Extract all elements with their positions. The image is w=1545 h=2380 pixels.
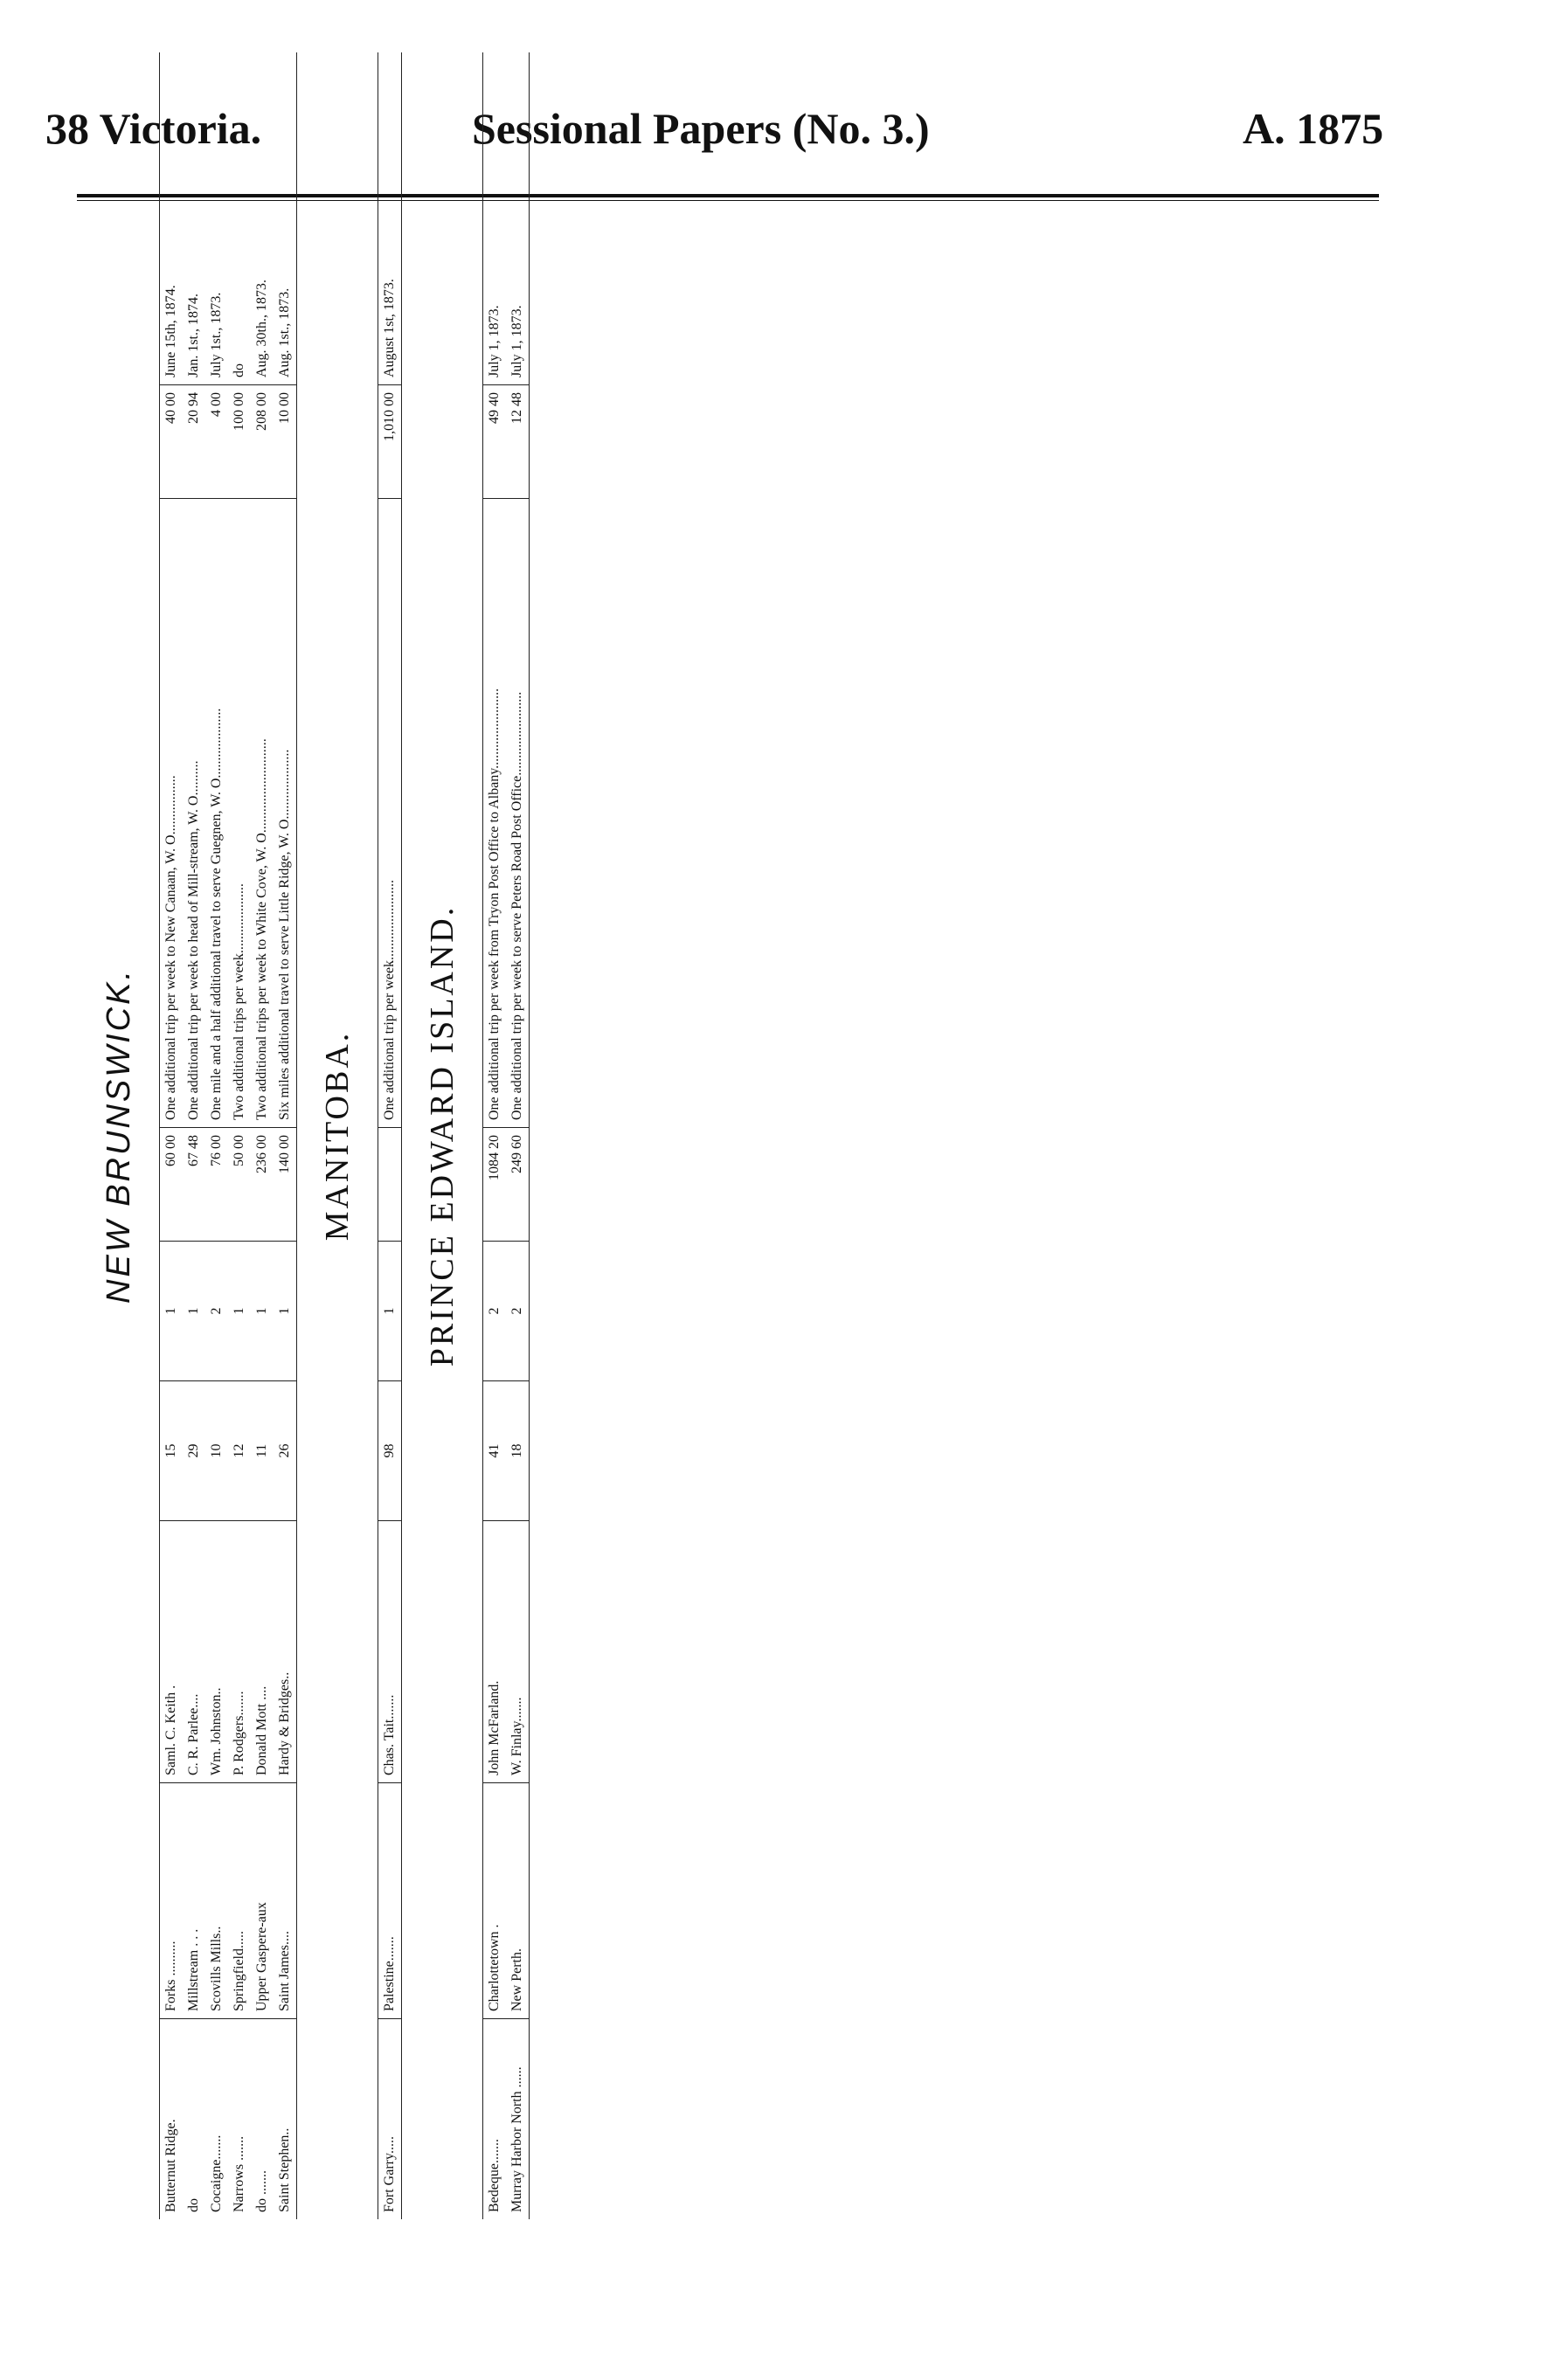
table-row: [183, 52, 205, 2219]
amount-cell: 4 00: [205, 384, 228, 498]
trips-cell: 2: [205, 1241, 228, 1380]
office-cell: Murray Harbor North ......: [506, 2018, 529, 2219]
table-row: [228, 52, 251, 2219]
route-cell: Saint James....: [274, 1782, 296, 2018]
amount-cell: 40 00: [160, 384, 183, 498]
table-row: [506, 52, 529, 2219]
pay-cell: 140 00: [274, 1127, 296, 1241]
pay-cell: 76 00: [205, 1127, 228, 1241]
date-cell: July 1, 1873.: [509, 305, 524, 377]
contractor-cell: Wm. Johnston..: [205, 1520, 228, 1782]
remark-cell: Two additional trips per week to White Cove, W. O...........................: [251, 498, 274, 1127]
distance-cell: 10: [205, 1380, 228, 1520]
contractor-cell: C. R. Parlee....: [183, 1520, 205, 1782]
contractor-cell: W. Finlay.......: [506, 1520, 529, 1782]
remark-cell: Six miles additional travel to serve Little Ridge, W. O....................: [274, 498, 296, 1127]
table-row: [160, 52, 183, 2219]
office-cell: Bedeque.......: [483, 2018, 506, 2219]
amount-cell: 49 40: [483, 384, 506, 498]
office-cell: Cocaigne.......: [205, 2018, 228, 2219]
distance-cell: 41: [483, 1380, 506, 1520]
date-cell: July 1st., 1873.: [209, 292, 224, 377]
volume-label: 38 Victoria.: [45, 104, 262, 153]
route-cell: Palestine.......: [378, 1782, 401, 2018]
section-manitoba: [297, 52, 402, 2219]
office-cell: do: [183, 2018, 205, 2219]
office-cell: Saint Stephen..: [274, 2018, 296, 2219]
contractor-cell: Donald Mott ....: [251, 1520, 274, 1782]
route-cell: Millstream . . .: [183, 1782, 205, 2018]
office-cell: Butternut Ridge.: [160, 2018, 183, 2219]
pay-cell: 236 00: [251, 1127, 274, 1241]
remark-cell: One additional trip per week.......................: [378, 498, 401, 1127]
pay-cell: 60 00: [160, 1127, 183, 1241]
date-cell: June 15th, 1874.: [163, 285, 178, 377]
section-title: PRINCE EDWARD ISLAND.: [424, 904, 461, 1367]
route-cell: New Perth.: [506, 1782, 529, 2018]
office-cell: Fort Garry.....: [378, 2018, 401, 2219]
trips-cell: 1: [378, 1241, 401, 1380]
section-new-brunswick: [79, 52, 297, 2219]
trips-cell: 1: [228, 1241, 251, 1380]
trips-cell: 1: [251, 1241, 274, 1380]
pay-cell: 67 48: [183, 1127, 205, 1241]
remark-cell: One mile and a half additional travel to serve Guegnen, W. O....................: [205, 498, 228, 1127]
contractor-cell: Saml. C. Keith .: [160, 1520, 183, 1782]
year-label: A. 1875: [1243, 104, 1384, 153]
remark-cell: One additional trip per week to serve Peters Road Post Office........................: [506, 498, 529, 1127]
table-row: [483, 52, 506, 2219]
table-row: [205, 52, 228, 2219]
remark-cell: One additional trip per week to head of Mill-stream, W. O..........: [183, 498, 205, 1127]
amount-cell: 12 48: [506, 384, 529, 498]
trips-cell: 1: [274, 1241, 296, 1380]
pay-cell: [378, 1127, 401, 1241]
distance-cell: 26: [274, 1380, 296, 1520]
distance-cell: 29: [183, 1380, 205, 1520]
contractor-cell: Hardy & Bridges..: [274, 1520, 296, 1782]
contractor-cell: John McFarland.: [483, 1520, 506, 1782]
amount-cell: 10 00: [274, 384, 296, 498]
distance-cell: 11: [251, 1380, 274, 1520]
section-title: MANITOBA.: [319, 1030, 356, 1242]
section-prince-edward-island: [402, 52, 530, 2219]
trips-cell: 2: [506, 1241, 529, 1380]
route-cell: Forks ..........: [160, 1782, 183, 2018]
trips-cell: 2: [483, 1241, 506, 1380]
amount-cell: 20 94: [183, 384, 205, 498]
trips-cell: 1: [183, 1241, 205, 1380]
rotated-table-area: [79, 52, 1320, 2219]
pay-cell: 1084 20: [483, 1127, 506, 1241]
date-cell: August 1st, 1873.: [382, 279, 397, 377]
date-cell: Aug. 1st., 1873.: [277, 287, 292, 377]
table-row: [251, 52, 274, 2219]
office-cell: Narrows .......: [228, 2018, 251, 2219]
amount-cell: 100 00: [228, 384, 251, 498]
contractor-cell: P. Rodgers.......: [228, 1520, 251, 1782]
contract-table: [482, 52, 530, 2219]
table-row: [274, 52, 296, 2219]
amount-cell: 1,010 00: [378, 384, 401, 498]
remark-cell: One additional trip per week to New Canaan, W. O.................: [160, 498, 183, 1127]
route-cell: Upper Gaspere-aux: [251, 1782, 274, 2018]
date-cell: Aug. 30th., 1873.: [254, 280, 269, 377]
contractor-cell: Chas. Tait.......: [378, 1520, 401, 1782]
date-cell: do: [232, 363, 246, 377]
date-cell: July 1, 1873.: [487, 305, 502, 377]
contract-table: [378, 52, 402, 2219]
distance-cell: 98: [378, 1380, 401, 1520]
route-cell: Charlottetown .: [483, 1782, 506, 2018]
contract-table: [159, 52, 297, 2219]
distance-cell: 12: [228, 1380, 251, 1520]
remark-cell: One additional trip per week from Tryon Post Office to Albany.......................: [483, 498, 506, 1127]
trips-cell: 1: [160, 1241, 183, 1380]
pay-cell: 249 60: [506, 1127, 529, 1241]
distance-cell: 15: [160, 1380, 183, 1520]
table-row: [378, 52, 401, 2219]
section-title: NEW BRUNSWICK.: [100, 968, 137, 1304]
pay-cell: 50 00: [228, 1127, 251, 1241]
amount-cell: 208 00: [251, 384, 274, 498]
route-cell: Scovills Mills..: [205, 1782, 228, 2018]
remark-cell: Two additional trips per week....................: [228, 498, 251, 1127]
office-cell: do .......: [251, 2018, 274, 2219]
route-cell: Springfield.....: [228, 1782, 251, 2018]
date-cell: Jan. 1st., 1874.: [186, 294, 201, 377]
sessional-papers-title: Sessional Papers (No. 3.): [472, 104, 930, 153]
distance-cell: 18: [506, 1380, 529, 1520]
